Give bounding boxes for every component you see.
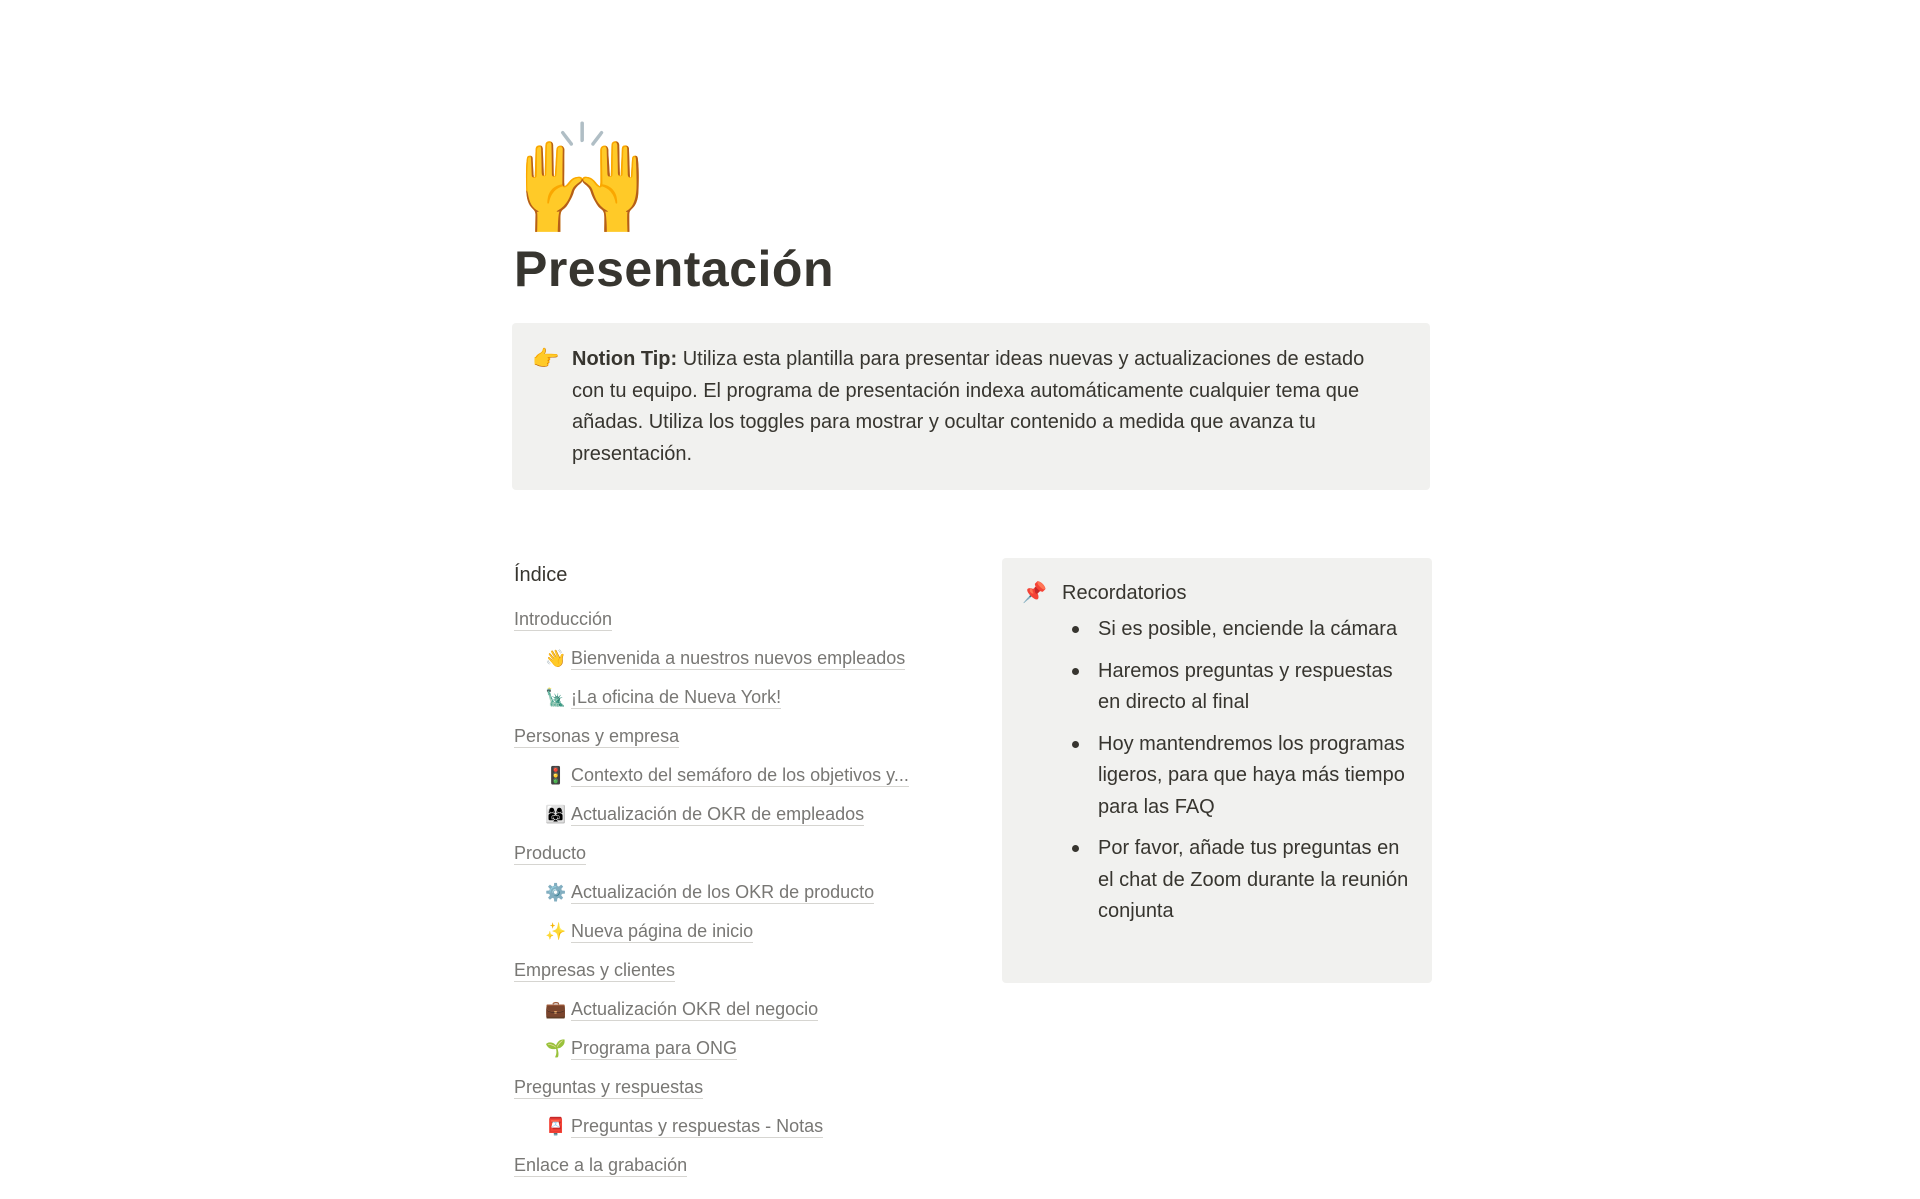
toc-item-emoji-icon: ⚙️ (545, 882, 567, 902)
toc-item[interactable] (514, 600, 974, 639)
toc-item[interactable] (514, 834, 974, 873)
callout-text[interactable] (572, 344, 1392, 470)
toc-item-emoji-icon: 🚦 (545, 765, 567, 785)
pointing-hand-icon: 👉 (532, 346, 560, 371)
notion-tip-callout (512, 323, 1430, 490)
toc-item-emoji-icon: 👋 (545, 648, 567, 668)
callout-bold-label: Notion Tip: (572, 348, 678, 370)
toc-item-emoji-icon: 💼 (545, 999, 567, 1019)
reminder-text: Si es posible, enciende la cámara (1098, 618, 1398, 640)
toc-heading: Índice (514, 564, 568, 586)
bullet-dot (1072, 668, 1079, 675)
toc-item-emoji-icon: 👩‍👩‍👧 (545, 804, 567, 824)
toc-item[interactable] (514, 873, 974, 912)
reminder-item[interactable] (1062, 729, 1412, 824)
toc-item[interactable] (514, 639, 974, 678)
toc-item[interactable] (514, 717, 974, 756)
toc-item-link[interactable]: Bienvenida a nuestros nuevos empleados (571, 648, 906, 668)
toc-item[interactable] (514, 951, 974, 990)
pushpin-icon: 📌 (1022, 582, 1047, 604)
toc-item-emoji-icon: ✨ (545, 921, 567, 941)
toc-item-link[interactable]: Contexto del semáforo de los objetivos y... (571, 765, 909, 785)
toc-item-link[interactable]: Preguntas y respuestas - Notas (571, 1116, 824, 1136)
toc-item-link[interactable]: Introducción (514, 609, 613, 629)
toc-item[interactable] (514, 1029, 974, 1068)
toc-item-link[interactable]: ¡La oficina de Nueva York! (571, 687, 782, 707)
toc-item[interactable] (514, 1068, 974, 1107)
toc-item[interactable] (514, 756, 974, 795)
toc-item-link[interactable]: Nueva página de inicio (571, 921, 754, 941)
page-emoji-icon[interactable]: 🙌 (514, 118, 651, 241)
toc-item-emoji-icon: 📮 (545, 1116, 567, 1136)
callout-body: Utiliza esta plantilla para presentar ideas nuevas y actualizaciones de estado con tu equipo. El programa de presentación indexa automáticamente cualquier tema que añadas. Utiliza los toggles para mostrar y ocultar contenido a medida que avanza tu presentación. (572, 348, 1365, 465)
toc-item-link[interactable]: Programa para ONG (571, 1038, 738, 1058)
reminder-text: Por favor, añade tus preguntas en el chat de Zoom durante la reunión conjunta (1098, 837, 1409, 922)
toc-item[interactable] (514, 990, 974, 1029)
toc-item[interactable] (514, 1107, 974, 1146)
reminder-text: Hoy mantendremos los programas ligeros, para que haya más tiempo para las FAQ (1098, 732, 1405, 818)
reminder-text: Haremos preguntas y respuestas en directo al final (1098, 659, 1393, 713)
toc-item-link[interactable]: Personas y empresa (514, 726, 680, 746)
toc-item-emoji-icon: 🌱 (545, 1038, 567, 1058)
bullet-dot (1072, 626, 1079, 633)
reminders-callout (1002, 558, 1432, 983)
toc-item-link[interactable]: Empresas y clientes (514, 960, 676, 980)
reminders-list (1022, 614, 1412, 928)
toc-list (514, 600, 974, 1185)
toc-item-link[interactable]: Actualización de OKR de empleados (571, 804, 865, 824)
toc-item-link[interactable]: Actualización OKR del negocio (571, 999, 819, 1019)
toc-item[interactable] (514, 912, 974, 951)
toc-item-link[interactable]: Preguntas y respuestas (514, 1077, 704, 1097)
table-of-contents (514, 560, 974, 1185)
toc-item-link[interactable]: Actualización de los OKR de producto (571, 882, 875, 902)
toc-item[interactable] (514, 1146, 974, 1185)
reminder-item[interactable] (1062, 614, 1412, 646)
toc-item-link[interactable]: Producto (514, 843, 587, 863)
reminders-header (1022, 578, 1412, 608)
toc-item[interactable] (514, 678, 974, 717)
toc-item-link[interactable]: Enlace a la grabación (514, 1155, 688, 1175)
reminder-item[interactable] (1062, 833, 1412, 928)
bullet-dot (1072, 741, 1079, 748)
bullet-dot (1072, 845, 1079, 852)
reminders-title[interactable]: Recordatorios (1062, 582, 1187, 604)
toc-item[interactable] (514, 795, 974, 834)
toc-item-emoji-icon: 🗽 (545, 687, 567, 707)
page-title[interactable]: Presentación (514, 241, 835, 297)
reminder-item[interactable] (1062, 656, 1412, 719)
